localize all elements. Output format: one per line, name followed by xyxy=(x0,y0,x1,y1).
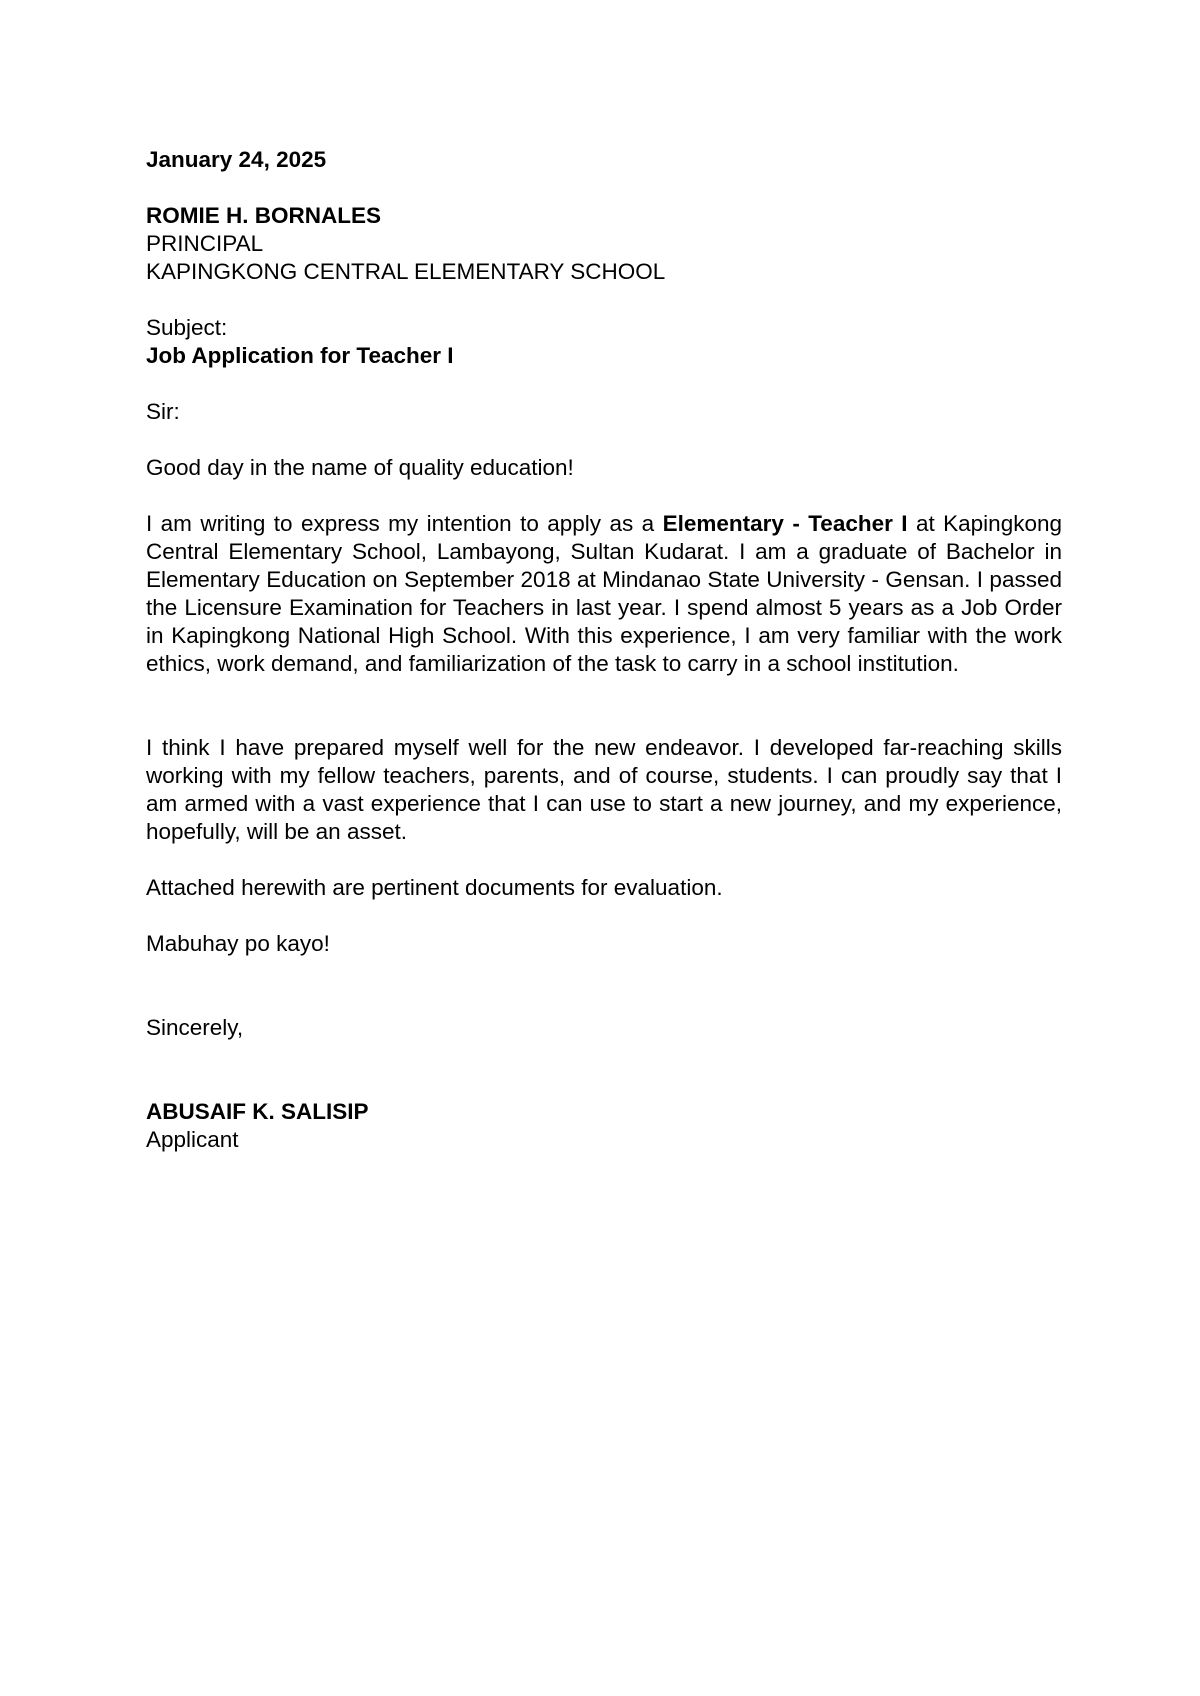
greeting: Good day in the name of quality education! xyxy=(146,455,574,480)
attachment-note: Attached herewith are pertinent documents for evaluation. xyxy=(146,875,723,900)
recipient-name: ROMIE H. BORNALES xyxy=(146,203,382,228)
letter-date: January 24, 2025 xyxy=(146,147,327,172)
closing-greeting: Mabuhay po kayo! xyxy=(146,931,330,956)
sender-name: ABUSAIF K. SALISIP xyxy=(146,1099,369,1124)
body-paragraph-2: I think I have prepared myself well for the new endeavor. I developed far-reaching skills working with my fellow teachers, parents, and of course, students. I can proudly say that I am armed with a vast experience that I can use to start a new journey, and my experience, hopefully, will be an asset. xyxy=(146,735,1062,844)
letter-page xyxy=(146,0,1062,1696)
subject-text: Job Application for Teacher I xyxy=(146,343,454,368)
paragraph1-intro: I am writing to express my intention to apply as a xyxy=(146,511,663,536)
sender-title: Applicant xyxy=(146,1127,239,1152)
recipient-position: PRINCIPAL xyxy=(146,231,264,256)
recipient-school: KAPINGKONG CENTRAL ELEMENTARY SCHOOL xyxy=(146,259,666,284)
applied-position: Elementary - Teacher I xyxy=(662,511,908,536)
paragraph1-rest: at Kapingkong Central Elementary School, Lambayong, Sultan Kudarat. I am a graduate of Bachelor in Elementary Education on September 2018 at Mindanao State University - Gensan. I passed the Licensure Examination for Teachers in last year. I spend almost 5 years as a Job Order in Kapingkong National High School. With this experience, I am very familiar with the work ethics, work demand, and familiarization of the task to carry in a school institution. xyxy=(146,511,1063,676)
body-paragraph-1 xyxy=(146,510,1062,678)
closing: Sincerely, xyxy=(146,1015,244,1040)
subject-label: Subject: xyxy=(146,315,228,340)
salutation: Sir: xyxy=(146,399,180,424)
